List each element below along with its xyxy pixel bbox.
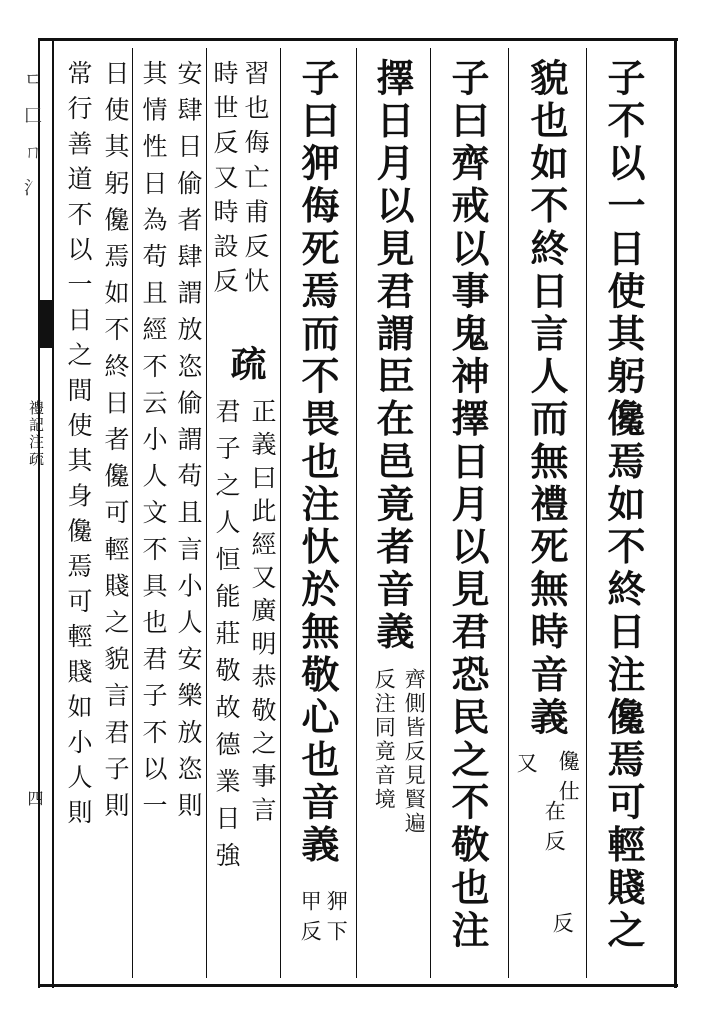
annotation-c2-e: 反 [550,912,575,942]
annotation-c2-f: 又 [514,752,539,782]
text-column-7: 時世反又時設反 [210,60,239,303]
frame-right [674,38,677,988]
text-column-11: 常行善道不以一日之間使其身儳焉可輕賤如小人則 [64,60,93,835]
text-column-1: 子不以一日使其躬儳焉如不終日注儳焉可輕賤之 [601,58,646,953]
frame-top [38,38,678,41]
annotation-c5-a: 狎下 [324,890,349,950]
frame-left [52,38,54,988]
col-divider [356,48,357,978]
annotation-c4-a: 齊側皆反見賢遍 [402,668,427,836]
book-title: 禮記注疏 [27,400,45,468]
text-column-8: 安肆日偷者肆謂放恣偷謂苟且言小人安樂放恣則 [174,60,203,829]
col-divider [508,48,509,978]
fish-tail-mark [38,300,54,348]
text-column-6: 習也侮亡甫反忕 [241,60,270,303]
text-column-6b: 正義曰此經又廣明恭敬之事言 [248,398,277,830]
text-column-9: 其情性日為苟且經不云小人文不具也君子不以一 [139,60,168,829]
annotation-c5-b: 甲反 [298,890,323,950]
shu-marker: 疏 [225,345,267,381]
frame-bottom [38,984,678,987]
col-divider [206,48,207,978]
text-column-10: 日使其躬儳焉如不終日者儳可輕賤之貌言君子則 [101,60,130,829]
col-divider [280,48,281,978]
annotation-c2-c: 在反 [542,800,567,860]
annotation-c4-b: 反注同竟音境 [372,668,397,812]
col-divider [586,48,587,978]
text-column-3: 子曰齊戒以事鬼神擇日月以見君恐民之不敬也注 [445,58,490,953]
page-number: 四 [25,790,44,808]
text-column-7b: 君子之人恒能莊敬故德業日強 [212,398,241,879]
text-column-5: 子曰狎侮死焉而不畏也注忕於無敬心也音義 [295,58,340,868]
text-column-4: 擇日月以見君謂臣在邑竟者音義 [370,58,415,655]
annotation-c2-a: 儳仕 [556,750,581,810]
col-divider [132,48,133,978]
col-divider [430,48,431,978]
text-column-2: 貌也如不終日言人而無禮死無時音義 [524,58,569,740]
margin-top-text: ㄷ匚ㄇ氵 [21,70,42,214]
